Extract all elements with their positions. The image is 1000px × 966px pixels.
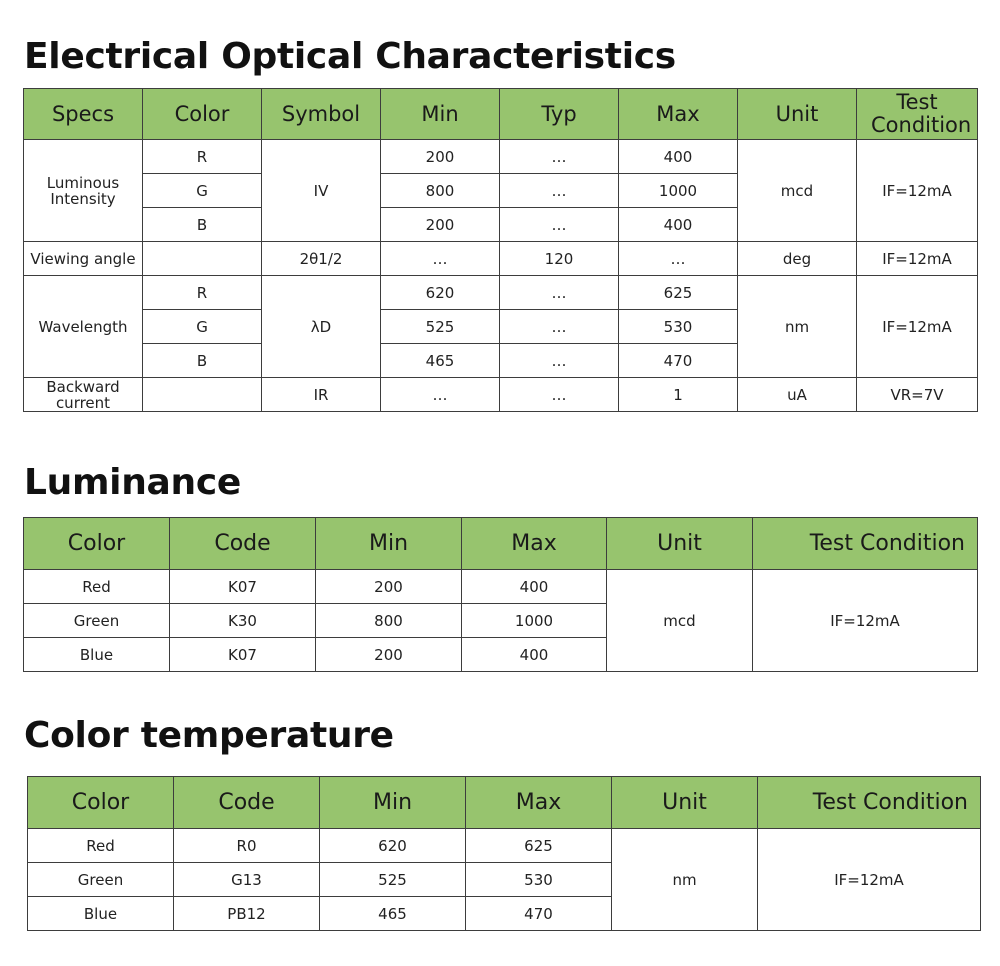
column-header: Unit (738, 89, 857, 140)
table-header-row (24, 518, 978, 570)
min-cell: 200 (381, 208, 500, 242)
unit-cell: uA (738, 378, 857, 412)
max-cell: 470 (619, 344, 738, 378)
condition-cell: IF=12mA (758, 829, 981, 931)
color-cell: R (143, 140, 262, 174)
max-cell: 1000 (462, 604, 607, 638)
condition-cell: IF=12mA (857, 242, 978, 276)
column-header: Color (143, 89, 262, 140)
table-header-row (24, 89, 978, 140)
typ-cell: … (500, 276, 619, 310)
color-cell: Green (28, 863, 174, 897)
min-cell: 525 (381, 310, 500, 344)
max-cell: 1 (619, 378, 738, 412)
max-cell: 400 (462, 638, 607, 672)
condition-cell: IF=12mA (857, 276, 978, 378)
min-cell: 200 (381, 140, 500, 174)
min-cell: 465 (381, 344, 500, 378)
column-header: Color (24, 518, 170, 570)
table-row (24, 378, 978, 412)
typ-cell: … (500, 208, 619, 242)
unit-cell: mcd (738, 140, 857, 242)
spec-cell: Luminous Intensity (24, 140, 143, 242)
min-cell: 620 (381, 276, 500, 310)
condition-cell: VR=7V (857, 378, 978, 412)
spec-cell: Backward current (24, 378, 143, 412)
min-cell: … (381, 378, 500, 412)
min-cell: 620 (320, 829, 466, 863)
column-header: Test Condition (753, 518, 978, 570)
column-header: Typ (500, 89, 619, 140)
unit-cell: deg (738, 242, 857, 276)
typ-cell: 120 (500, 242, 619, 276)
code-cell: PB12 (174, 897, 320, 931)
min-cell: … (381, 242, 500, 276)
spec-cell: Viewing angle (24, 242, 143, 276)
typ-cell: … (500, 174, 619, 208)
max-cell: 400 (462, 570, 607, 604)
min-cell: 525 (320, 863, 466, 897)
code-cell: G13 (174, 863, 320, 897)
color-cell: G (143, 174, 262, 208)
color-cell: B (143, 344, 262, 378)
symbol-cell: IV (262, 140, 381, 242)
color-cell: G (143, 310, 262, 344)
table-row (28, 829, 981, 863)
min-cell: 200 (316, 570, 462, 604)
max-cell: 530 (466, 863, 612, 897)
color-cell: Blue (24, 638, 170, 672)
max-cell: … (619, 242, 738, 276)
column-header: Code (174, 777, 320, 829)
min-cell: 465 (320, 897, 466, 931)
max-cell: 1000 (619, 174, 738, 208)
symbol-cell: 2θ1/2 (262, 242, 381, 276)
column-header: Symbol (262, 89, 381, 140)
color-cell: Red (24, 570, 170, 604)
symbol-cell: λD (262, 276, 381, 378)
max-cell: 530 (619, 310, 738, 344)
code-cell: K07 (170, 570, 316, 604)
electrical-optical-table (23, 88, 978, 412)
table-row (24, 276, 978, 310)
unit-cell: nm (738, 276, 857, 378)
max-cell: 400 (619, 208, 738, 242)
column-header: Test Condition (857, 89, 978, 140)
color-cell (143, 378, 262, 412)
column-header: Max (462, 518, 607, 570)
column-header: Min (381, 89, 500, 140)
max-cell: 400 (619, 140, 738, 174)
unit-cell: nm (612, 829, 758, 931)
section-heading-luminance: Luminance (24, 462, 242, 503)
min-cell: 800 (316, 604, 462, 638)
color-cell: Blue (28, 897, 174, 931)
color-temperature-table (27, 776, 981, 931)
table-row (24, 242, 978, 276)
color-cell: Red (28, 829, 174, 863)
max-cell: 625 (619, 276, 738, 310)
column-header: Code (170, 518, 316, 570)
column-header: Min (320, 777, 466, 829)
typ-cell: … (500, 310, 619, 344)
unit-cell: mcd (607, 570, 753, 672)
luminance-table (23, 517, 978, 672)
column-header: Color (28, 777, 174, 829)
symbol-cell: IR (262, 378, 381, 412)
color-cell: B (143, 208, 262, 242)
code-cell: K30 (170, 604, 316, 638)
color-cell: Green (24, 604, 170, 638)
table-row (24, 570, 978, 604)
table-row (24, 140, 978, 174)
condition-cell: IF=12mA (857, 140, 978, 242)
column-header: Min (316, 518, 462, 570)
column-header: Max (619, 89, 738, 140)
column-header: Max (466, 777, 612, 829)
column-header: Specs (24, 89, 143, 140)
condition-cell: IF=12mA (753, 570, 978, 672)
column-header: Unit (612, 777, 758, 829)
color-cell (143, 242, 262, 276)
spec-cell: Wavelength (24, 276, 143, 378)
column-header: Test Condition (758, 777, 981, 829)
code-cell: R0 (174, 829, 320, 863)
max-cell: 625 (466, 829, 612, 863)
max-cell: 470 (466, 897, 612, 931)
typ-cell: … (500, 344, 619, 378)
typ-cell: … (500, 140, 619, 174)
section-heading-color-temperature: Color temperature (24, 715, 394, 756)
min-cell: 200 (316, 638, 462, 672)
min-cell: 800 (381, 174, 500, 208)
column-header: Unit (607, 518, 753, 570)
code-cell: K07 (170, 638, 316, 672)
table-header-row (28, 777, 981, 829)
section-heading-electrical: Electrical Optical Characteristics (24, 36, 676, 77)
color-cell: R (143, 276, 262, 310)
typ-cell: … (500, 378, 619, 412)
